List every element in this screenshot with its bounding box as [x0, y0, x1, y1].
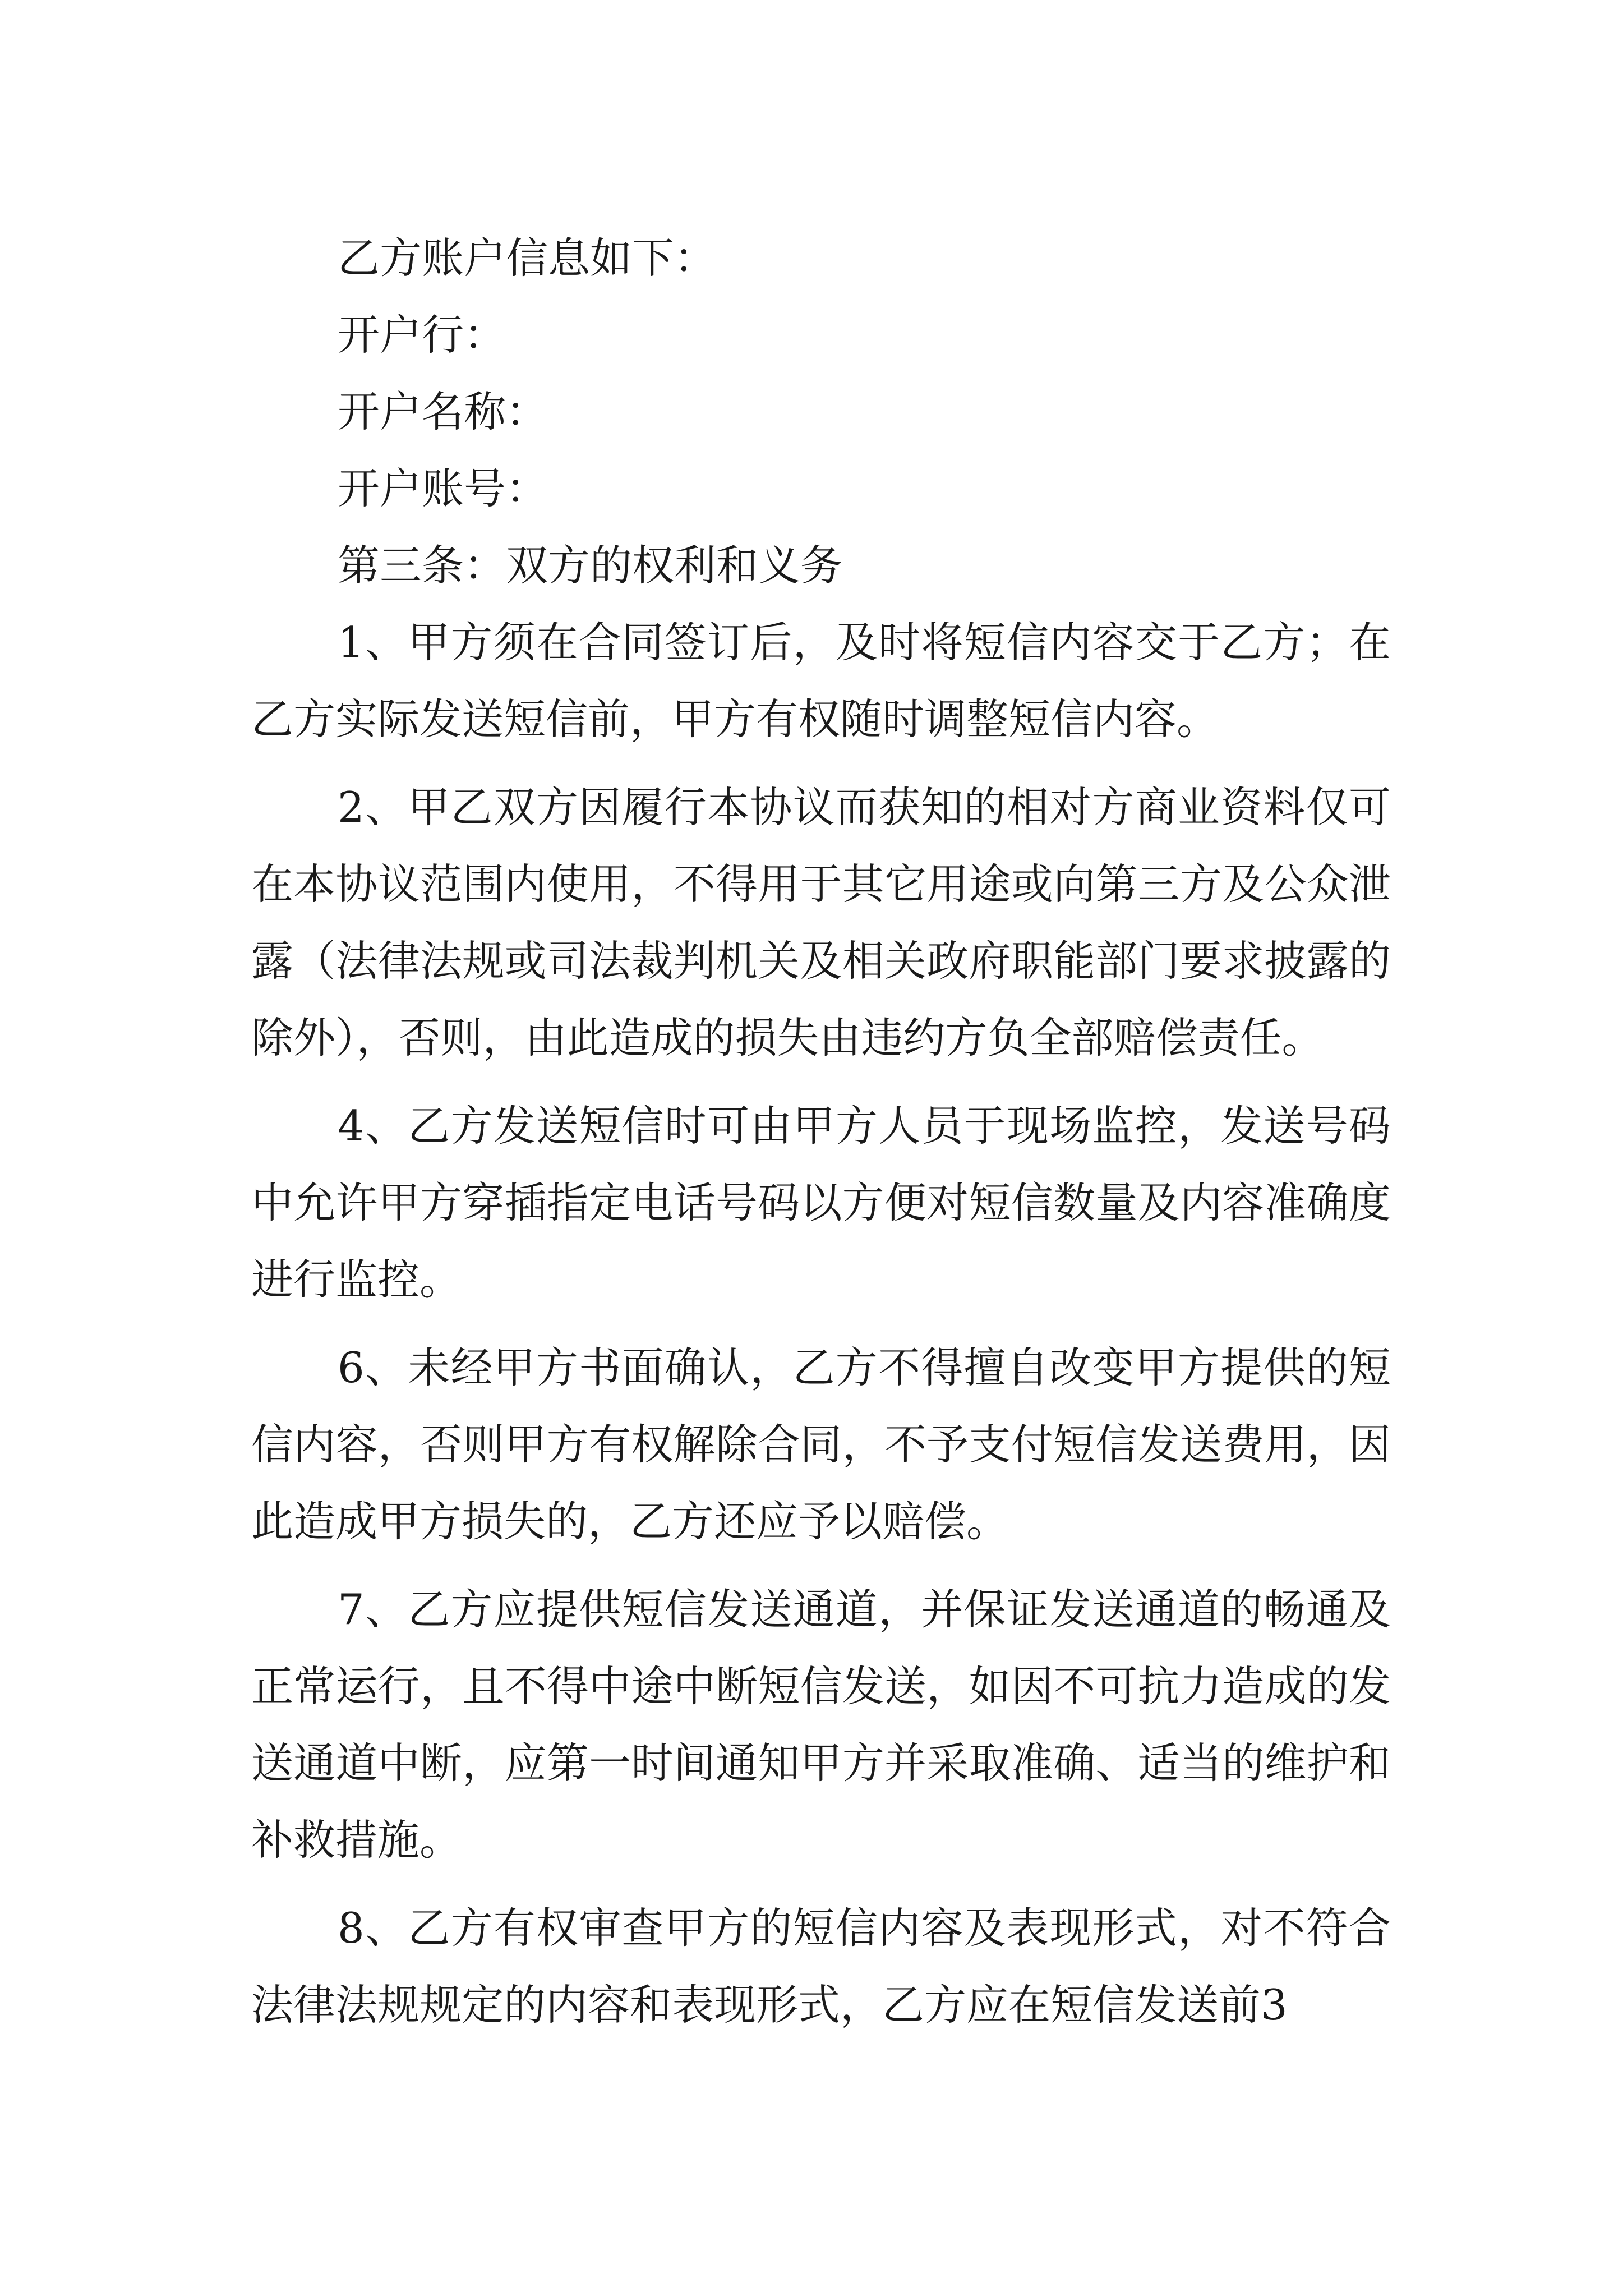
clause-1: 1、甲方须在合同签订后，及时将短信内容交于乙方；在乙方实际发送短信前，甲方有权随时调整短信内容。	[251, 618, 1391, 744]
clause-4: 4、乙方发送短信时可由甲方人员于现场监控，发送号码中允许甲方穿插指定电话号码以方便对短信数量及内容准确度进行监控。	[251, 1101, 1391, 1304]
clause-6: 6、未经甲方书面确认，乙方不得擅自改变甲方提供的短信内容，否则甲方有权解除合同，不予支付短信发送费用，因此造成甲方损失的，乙方还应予以赔偿。	[251, 1343, 1391, 1546]
account-number-field: 开户账号：	[338, 464, 548, 513]
clause-8: 8、乙方有权审查甲方的短信内容及表现形式，对不符合法律法规规定的内容和表现形式，乙方应在短信发送前3	[251, 1903, 1391, 2030]
clause-7: 7、乙方应提供短信发送通道，并保证发送通道的畅通及正常运行，且不得中途中断短信发送，如因不可抗力造成的发送通道中断，应第一时间通知甲方并采取准确、适当的维护和补救措施。	[251, 1585, 1391, 1865]
account-info-heading: 乙方账户信息如下：	[338, 233, 717, 283]
clause-2: 2、甲乙双方因履行本协议而获知的相对方商业资料仅可在本协议范围内使用，不得用于其它用途或向第三方及公众泄露（法律法规或司法裁判机关及相关政府职能部门要求披露的除外），否则，由此造成的损失由违约方负全部赔偿责任。	[251, 783, 1391, 1062]
bank-field: 开户行：	[338, 310, 506, 360]
account-name-field: 开户名称：	[338, 387, 548, 436]
document-page	[251, 220, 1391, 2044]
article-three-heading: 第三条：双方的权利和义务	[338, 541, 843, 590]
